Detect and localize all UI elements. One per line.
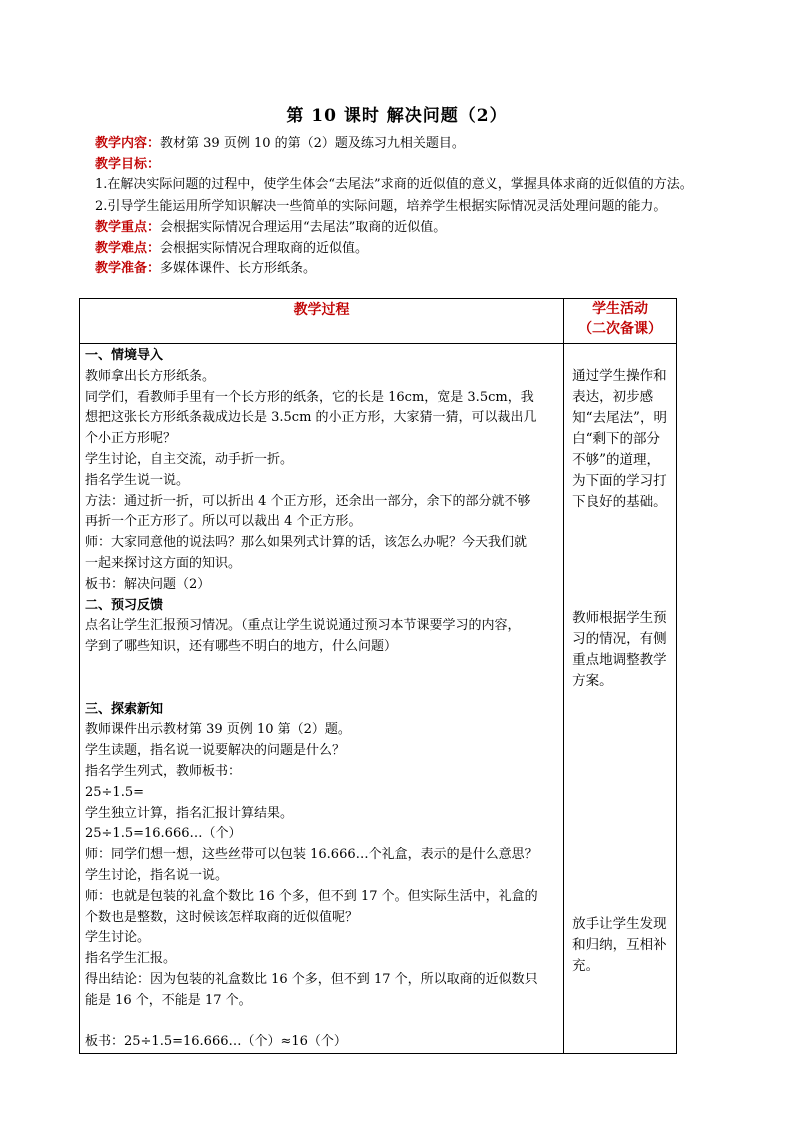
process-line: 25÷1.5=16.666…（个）: [85, 826, 242, 842]
lesson-table-header: [80, 299, 677, 344]
process-line: 师：也就是包装的礼盒个数比 16 个多，但不到 17 个。但实际生活中，礼盒的: [85, 888, 538, 904]
process-lines: [80, 344, 563, 1053]
process-header: 教学过程: [80, 299, 564, 344]
process-line: 方法：通过折一折，可以折出 4 个正方形，还余出一部分，余下的部分就不够: [85, 493, 531, 509]
teaching-goals-heading: [95, 155, 715, 176]
process-line: 个数也是整数，这时候该怎样取商的近似值呢？: [85, 909, 359, 925]
process-line: 指名学生汇报。: [85, 951, 177, 967]
process-line: 学生讨论。: [85, 930, 151, 946]
teaching-difficulty-label: 教学难点：: [95, 240, 161, 256]
process-line: 学生读题，指名说一说要解决的问题是什么？: [85, 743, 346, 759]
process-line: 学生独立计算，指名汇报计算结果。: [85, 805, 294, 821]
process-line: [85, 679, 559, 700]
teaching-content-label: 教学内容：: [95, 136, 161, 151]
process-line: 点名让学生汇报预习情况。（重点让学生说说通过预习本节课要学习的内容，: [85, 618, 521, 634]
teaching-difficulty: [95, 239, 715, 260]
activity-notes: [564, 366, 676, 977]
process-line: 想把这张长方形纸条裁成边长是 3.5cm 的小正方形，大家猜一猜，可以裁出几: [85, 410, 537, 426]
teaching-content-text: 教材第 39 页例 10 的第（2）题及练习九相关题目。: [160, 136, 465, 151]
activity-note-2: 教师根据学生预习的情况，有侧重点地调整教学方案。: [572, 610, 667, 689]
teaching-prep-text: 多媒体课件、长方形纸条。: [160, 261, 317, 276]
process-line: 得出结论：因为包装的礼盒数比 16 个多，但不到 17 个，所以取商的近似数只: [85, 971, 538, 987]
activity-note-3: 放手让学生发现和归纳，互相补充。: [572, 916, 667, 974]
process-line: 同学们，看教师手里有一个长方形的纸条，它的长是 16cm，宽是 3.5cm，我: [85, 389, 534, 405]
process-line: 教师拿出长方形纸条。: [85, 368, 216, 384]
teaching-key-label: 教学重点：: [95, 220, 161, 235]
teaching-goal-1: 1.在解决实际问题的过程中，使学生体会“去尾法”求商的近似值的意义，掌握具体求商的近似值的方法。: [95, 177, 693, 192]
teaching-difficulty-text: 会根据实际情况合理取商的近似值。: [160, 240, 369, 256]
section-heading: 一、情境导入: [85, 348, 164, 363]
teaching-goal-2: 2.引导学生能运用所学知识解决一些简单的实际问题，培养学生根据实际情况灵活处理问题的能力。: [95, 199, 667, 214]
process-line: 学生讨论，自主交流，动手折一折。: [85, 451, 294, 467]
activity-header: [564, 299, 677, 344]
teaching-prep-label: 教学准备：: [95, 261, 161, 276]
teaching-key-point: [95, 218, 715, 239]
lesson-table: [79, 298, 677, 1054]
process-line: 个小正方形呢？: [85, 431, 177, 447]
process-line: 指名学生列式，教师板书：: [85, 763, 242, 779]
teaching-content: [95, 134, 715, 155]
lesson-meta: [95, 134, 715, 280]
teaching-preparation: [95, 259, 715, 280]
process-line: [85, 658, 559, 679]
process-line: 能是 16 个，不能是 17 个。: [85, 992, 252, 1008]
process-line: 板书：25÷1.5=16.666…（个）≈16（个）: [85, 1034, 347, 1050]
process-line: 再折一个正方形了。所以可以裁出 4 个正方形。: [85, 514, 362, 530]
lesson-table-body: [80, 344, 677, 1054]
process-line: 教师课件出示教材第 39 页例 10 第（2）题。: [85, 722, 351, 738]
section-heading: 三、探索新知: [85, 701, 164, 717]
process-cell: [80, 344, 564, 1054]
activity-header-line-2: （二次备课）: [578, 321, 663, 337]
activity-note-1: 通过学生操作和表达，初步感知“去尾法”，明白“剩下的部分不够”的道理，为下面的学习打下良好的基础。: [572, 368, 667, 510]
process-line: 学生讨论，指名说一说。: [85, 867, 229, 883]
process-line: 指名学生说一说。: [85, 472, 190, 488]
teaching-key-text: 会根据实际情况合理运用“去尾法”取商的近似值。: [160, 220, 447, 235]
process-line: [85, 1012, 559, 1033]
page-title: 第 10 课时 解决问题（2）: [286, 106, 508, 126]
process-line: 板书：解决问题（2）: [85, 576, 211, 592]
activity-header-line-1: 学生活动: [592, 301, 649, 317]
teaching-goals-label: 教学目标：: [95, 156, 161, 172]
process-line: 学到了哪些知识，还有哪些不明白的地方，什么问题）: [85, 639, 398, 655]
section-heading: 二、预习反馈: [85, 597, 164, 613]
process-line: 师：同学们想一想，这些丝带可以包装 16.666…个礼盒，表示的是什么意思？: [85, 847, 538, 863]
process-line: 一起来探讨这方面的知识。: [85, 555, 242, 571]
activity-cell: [564, 344, 677, 1054]
process-line: 25÷1.5=: [85, 784, 145, 800]
process-line: 师：大家同意他的说法吗？那么如果列式计算的话，该怎么办呢？今天我们就: [85, 535, 528, 551]
